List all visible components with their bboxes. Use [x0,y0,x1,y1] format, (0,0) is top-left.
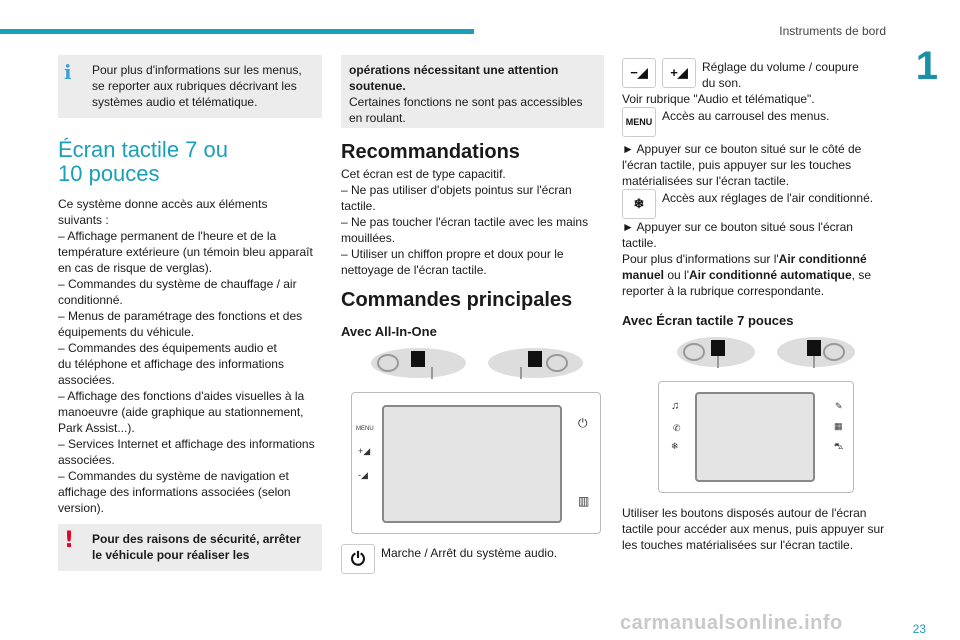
more-info-text: Pour plus d'informations sur l'Air conditionné manuel ou l'Air conditionné automatique, se reporter à la rubrique correspondante. [622,252,872,298]
music-mini-icon: ♫ [671,400,680,412]
warning-text: Pour des raisons de sécurité, arrêter le véhicule pour réaliser les [92,532,301,562]
steering-diagram [371,348,604,378]
text-line: – Affichage permanent de l'heure et de la [58,229,277,243]
text-line: – Ne pas utiliser d'objets pointus sur l'écran [341,183,572,197]
text-line: affichage des informations associées (selon [58,485,291,499]
page-number: 23 [912,622,926,636]
heading-7-inch: Avec Écran tactile 7 pouces [622,313,794,328]
text-line: Ce système donne accès aux éléments [58,197,268,211]
text-line: tactile. [341,199,376,213]
heading-recommendations: Recommandations [341,141,520,163]
touchscreen-display [695,392,815,482]
menu-action-text: ► Appuyer sur ce bouton situé sur le côté de l'écran tactile, puis appuyer sur les touches matérialisées sur l'écran tactile. [622,142,862,188]
nav-mini-icon: ✎ [835,401,843,411]
column-right [622,58,886,553]
warning-continued: opérations nécessitant une attention soutenue. Certaines fonctions ne sont pas accessibles en roulant. [341,55,604,128]
clim-text: Accès aux réglages de l'air conditionné. [662,191,874,205]
heading-all-in-one: Avec All-In-One [341,324,437,339]
volume-down-mini-icon: -◢ [358,470,368,480]
info-note [58,55,322,118]
heading-touchscreen: Écran tactile 7 ou 10 pouces [58,137,228,186]
text-line: version). [58,501,105,515]
text-line: – Commandes du système de chauffage / air [58,277,297,291]
text-line: Cet écran est de type capacitif. [341,167,506,181]
text-line: – Commandes du système de navigation et [58,469,289,483]
chapter-number: 1 [915,44,938,88]
apps-mini-icon: ▦ [834,421,843,431]
text-line: – Ne pas toucher l'écran tactile avec les mains [341,215,589,229]
all-in-one-screen-diagram [351,392,601,534]
column-left [58,55,322,571]
air-conditioning-icon: ❄ [622,189,656,219]
clim-mini-icon: ▥ [578,494,590,508]
text-line: nettoyage de l'écran tactile. [341,263,487,277]
text-line: Park Assist...). [58,421,135,435]
heading-main-controls: Commandes principales [341,289,573,311]
steering-wheel-left-icon [677,337,755,367]
seven-inch-screen-diagram [658,381,854,493]
see-audio-text: Voir rubrique "Audio et télématique". [622,92,815,106]
clim-row [622,189,886,219]
steering-diagram-7 [677,337,886,367]
text-line: – Affichage des fonctions d'aides visuelles à la [58,389,305,403]
warning-note [58,524,322,571]
power-icon: ⏻ [341,544,375,574]
info-note-text: Pour plus d'informations sur les menus, se reporter aux rubriques décrivant les systèmes audio et télématique. [92,63,302,109]
info-icon: i [64,60,72,84]
text-line: suivants : [58,213,109,227]
text-line: manoeuvre (aide graphique au stationnement, [58,405,304,419]
header-accent-bar [0,29,474,34]
section-title: Instruments de bord [779,24,886,38]
text-line: – Services Internet et affichage des informations [58,437,315,451]
menu-text: Accès au carrousel des menus. [662,109,830,123]
text-line: associées. [58,453,115,467]
text-line: – Menus de paramétrage des fonctions et des [58,309,303,323]
steering-wheel-left-icon [371,348,466,378]
clim-action-text: ► Appuyer sur ce bouton situé sous l'écran tactile. [622,220,853,250]
steering-wheel-right-icon [777,337,855,367]
touchscreen-description [58,196,322,516]
menu-row [622,107,886,137]
phone-mini-icon: ✆ [673,423,681,433]
volume-up-icon: +◢ [662,58,696,88]
menu-icon: MENU [622,107,656,137]
power-text: Marche / Arrêt du système audio. [381,546,558,560]
volume-row [622,58,886,91]
warning-icon: ! [64,528,75,553]
clim-mini-icon: ❄ [671,441,679,451]
text-line: – Utiliser un chiffon propre et doux pour le [341,247,564,261]
power-mini-icon: ⏻ [578,416,588,430]
volume-down-icon: −◢ [622,58,656,88]
menu-mini-icon: MENU [356,426,374,432]
column-middle [341,55,604,574]
text-line: associées. [58,373,115,387]
text-line: du téléphone et affichage des informations [58,357,284,371]
text-line: – Commandes des équipements audio et [58,341,277,355]
text-line: température extérieure (un témoin bleu apparaît [58,245,313,259]
power-control-row [341,544,604,574]
car-mini-icon: ⛍ [834,441,844,451]
volume-up-mini-icon: +◢ [358,446,371,456]
touchscreen-display [382,405,562,523]
recommendations-list [341,166,604,278]
text-line: équipements du véhicule. [58,325,195,339]
volume-text: Réglage du volume / coupure du son. [702,60,859,90]
text-line: mouillées. [341,231,396,245]
steering-wheel-right-icon [488,348,583,378]
text-line: conditionné. [58,293,123,307]
text-line: en cas de risque de verglas). [58,261,213,275]
seven-inch-text: Utiliser les boutons disposés autour de l'écran tactile pour accéder aux menus, puis appuyer sur les touches matérialisées sur l'écran tactile. [622,506,885,552]
watermark: carmanualsonline.info [620,612,843,634]
